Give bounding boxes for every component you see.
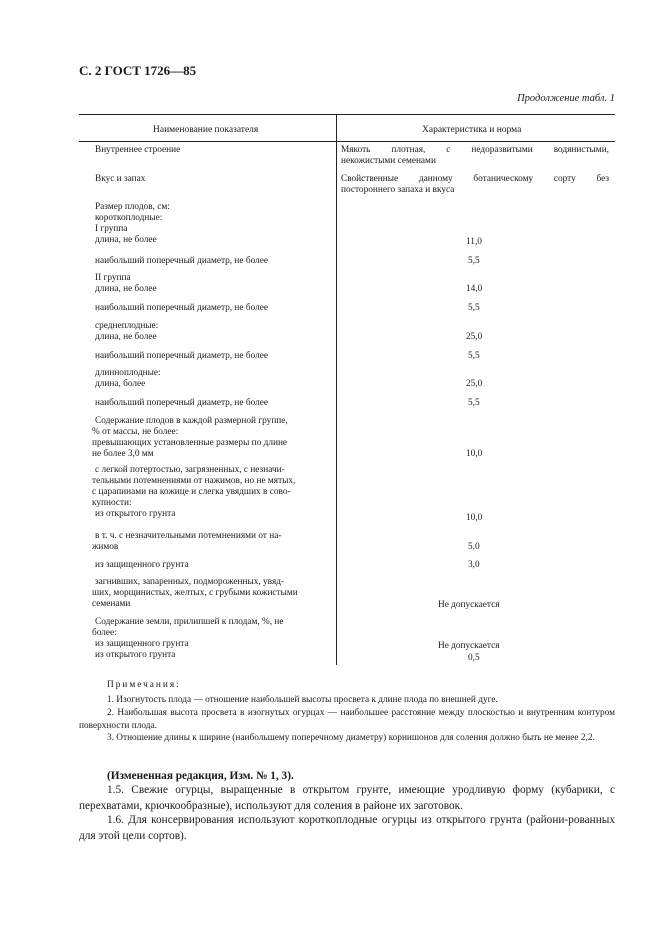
- table-row: наибольший поперечный диаметр, не более: [95, 256, 268, 266]
- table-top-rule: [79, 114, 615, 115]
- table-cell-value: 25,0: [466, 332, 483, 342]
- table-row: из защищенного грунта: [95, 560, 189, 570]
- table-cell-value: 11,0: [466, 237, 482, 247]
- table-row: Содержание земли, прилипшей к плодам, %, не более: из защищенного грунта из открытого грунта: [92, 617, 284, 660]
- table-cell-value: 5,5: [468, 256, 480, 266]
- table-cell-value: 25,0: [466, 379, 483, 389]
- table-cell-value: 10,0: [466, 513, 483, 523]
- note-item: 3. Отношение длины к ширине (наибольшему поперечному диаметру) корнишонов для соления должно быть не менее 2,2.: [107, 733, 595, 743]
- table-cell-value: 5,5: [468, 398, 480, 408]
- paragraph-1-6: 1.6. Для консервирования используют короткоплодные огурцы из открытого грунта (райони-рованных для этой цели сортов).: [79, 814, 615, 842]
- table-cell-value: Не допускается: [438, 600, 500, 610]
- amendment-note: (Измененная редакция, Изм. № 1, 3).: [107, 770, 294, 782]
- table-cell-value: Мякоть плотная, с недоразвитыми водянистыми, некожистыми семенами: [341, 145, 609, 166]
- table-row: Внутреннее строение: [95, 145, 181, 155]
- note-item: 2. Наибольшая высота просвета в изогнутых огурцах — наибольшее расстояние между плоскостью и внутренним контуром поверхности плода.: [79, 708, 615, 731]
- table-cell-value: 3,0: [468, 560, 480, 570]
- paragraph-1-5: 1.5. Свежие огурцы, выращенные в открытом грунте, имеющие уродливую форму (кубарики, с перехватами, крючкообразные), используют для соления в районе их заготовок.: [79, 784, 615, 812]
- table-continuation-label: Продолжение табл. 1: [517, 93, 615, 104]
- table-row: Содержание плодов в каждой размерной группе, % от массы, не более: превышающих установленные размеры по длине не более 3,0 мм: [92, 416, 288, 459]
- table-cell-value: Свойственные данному ботаническому сорту без постороннего запаха и вкуса: [341, 174, 609, 195]
- notes-title: Примечания:: [107, 680, 181, 690]
- table-row: Размер плодов, см: короткоплодные: I группа длина, не более: [95, 202, 170, 245]
- table-row: Вкус и запах: [95, 174, 146, 184]
- table-row: в т. ч. с незначительными потемнениями от на- жимов: [92, 531, 282, 552]
- table-row: наибольший поперечный диаметр, не более: [95, 398, 268, 408]
- table-column-divider: [336, 114, 337, 665]
- table-row: наибольший поперечный диаметр, не более: [95, 303, 268, 313]
- table-row: загнивших, запаренных, подмороженных, увяд- ших, морщинистых, желтых, с грубыми кожистыми семенами: [92, 577, 298, 609]
- column-header-norm: Характеристика и норма: [422, 125, 522, 135]
- table-row: II группа длина, не более: [95, 273, 157, 294]
- note-item: 1. Изогнутость плода — отношение наибольшей высоты просвета к длине плода по внешней дуге.: [107, 695, 498, 705]
- table-cell-value: 5,0: [468, 542, 480, 552]
- table-header-rule: [79, 141, 615, 142]
- table-cell-value: 5,5: [468, 351, 480, 361]
- page-header: С. 2 ГОСТ 1726—85: [79, 63, 197, 78]
- table-cell-value: 10,0: [466, 449, 483, 459]
- column-header-name: Наименование показателя: [153, 125, 259, 135]
- table-cell-value: Не допускается 0,5: [438, 641, 500, 663]
- table-row: длинноплодные: длина, более: [95, 368, 161, 389]
- table-cell-value: 14,0: [466, 284, 483, 294]
- table-row: среднеплодные: длина, не более: [95, 321, 159, 342]
- table-row: с легкой потертостью, загрязненных, с незначи- тельными потемнениями от нажимов, но не мятых, с царапинами на кожице и слегка увядших в сово- купности: из открытого грунта: [92, 465, 296, 519]
- table-cell-value: 5,5: [468, 303, 480, 313]
- table-row: наибольший поперечный диаметр, не более: [95, 351, 268, 361]
